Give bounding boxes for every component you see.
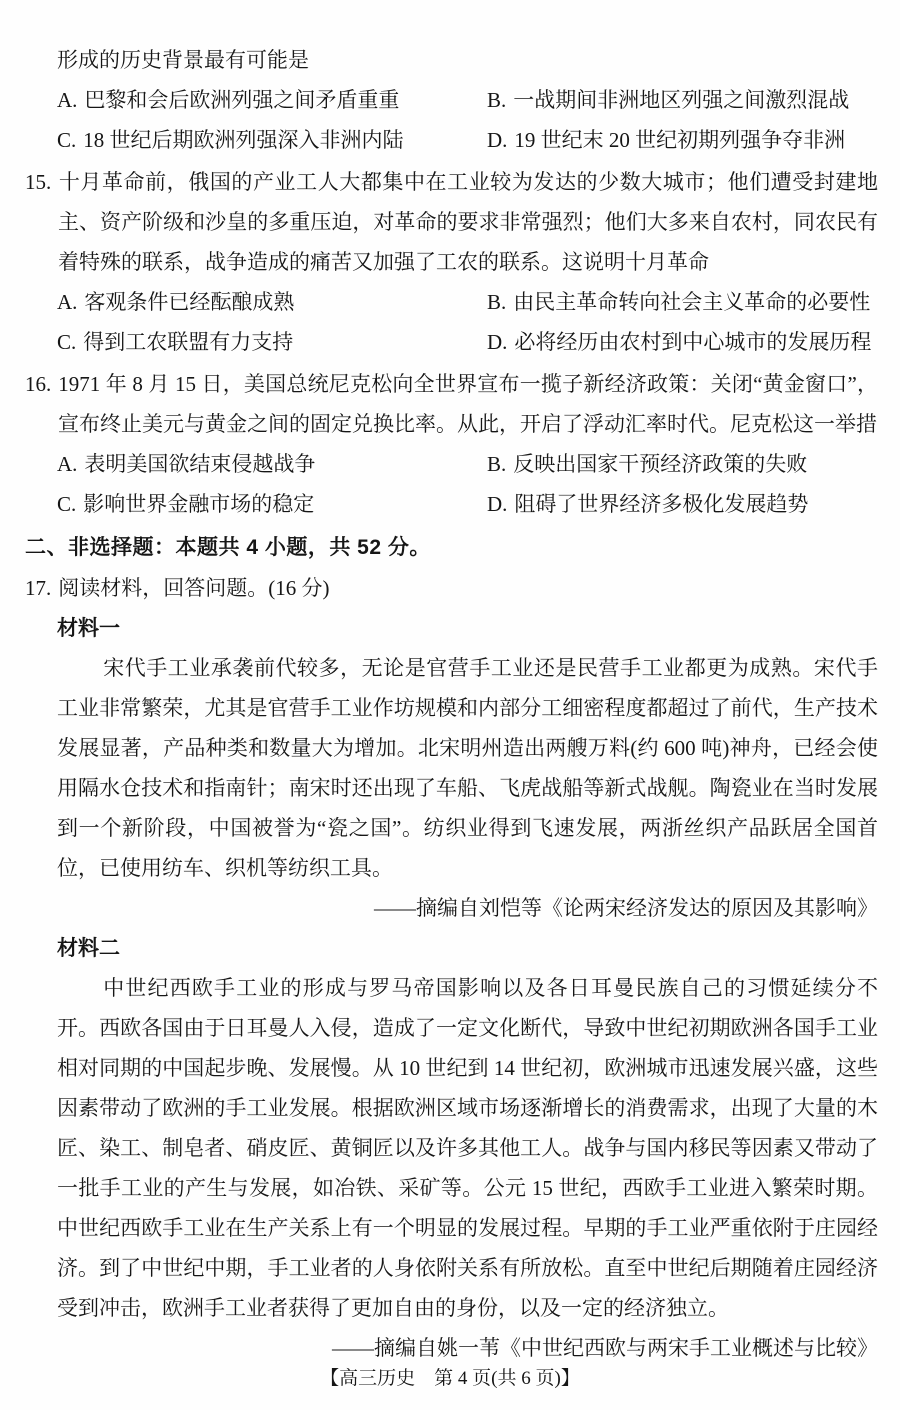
question-17-intro-text: 阅读材料，回答问题。(16 分) [58,576,330,600]
question-14-options-row-2 [57,120,878,160]
q14-option-b [487,80,849,120]
q15-option-a-label: A. [57,290,78,314]
q16-option-d [487,484,808,524]
q15-option-b-text: 由民主革命转向社会主义革命的必要性 [513,290,871,314]
question-14-stem-tail: 形成的历史背景最有可能是 [57,48,309,72]
question-16-number: 16. [25,372,52,396]
q14-option-c-label: C. [57,128,77,152]
q15-option-d [487,322,871,362]
question-15-number: 15. [25,170,52,194]
q16-option-b-label: B. [487,452,507,476]
question-16-options-row-1 [57,444,878,484]
q14-option-d [487,120,845,160]
question-17 [0,568,900,1368]
q16-option-b [487,444,807,484]
material-2-label: 材料二 [57,936,120,960]
q16-option-a [57,444,487,484]
q14-option-a-label: A. [57,88,78,112]
q14-option-a [57,80,487,120]
q15-option-d-text: 必将经历由农村到中心城市的发展历程 [514,330,872,354]
q15-option-d-label: D. [487,330,508,354]
question-15-options-row-2 [57,322,878,362]
q14-option-b-text: 一战期间非洲地区列强之间激烈混战 [513,88,850,112]
question-15-stem [25,162,878,282]
material-1-source: ——摘编自刘恺等《论两宋经济发达的原因及其影响》 [374,896,878,920]
page-footer: 【高三历史 第 4 页(共 6 页)】 [320,1368,580,1389]
q14-option-a-text: 巴黎和会后欧洲列强之间矛盾重重 [84,88,400,112]
question-14-continued [0,40,900,160]
question-15-options-row-1 [57,282,878,322]
question-15 [0,162,900,362]
question-16 [0,364,900,524]
q14-option-c-text: 18 世纪后期欧洲列强深入非洲内陆 [83,128,404,152]
q16-option-a-text: 表明美国欲结束侵越战争 [84,452,316,476]
question-17-number: 17. [25,576,52,600]
q14-option-d-text: 19 世纪末 20 世纪初期列强争夺非洲 [514,128,846,152]
q16-option-d-text: 阻碍了世界经济多极化发展趋势 [514,492,809,516]
q14-option-d-label: D. [487,128,508,152]
q16-option-c-text: 影响世界金融市场的稳定 [83,492,315,516]
question-15-stem-text: 十月革命前，俄国的产业工人大都集中在工业较为发达的少数大城市；他们遭受封建地主、资产阶级和沙皇的多重压迫，对革命的要求非常强烈；他们大多来自农村，同农民有着特殊的联系，战争造成的痛苦又加强了工农的联系。这说明十月革命 [58,170,878,274]
question-16-stem [25,364,878,444]
section-2-heading: 二、非选择题：本题共 4 小题，共 52 分。 [25,536,431,559]
q14-option-c [57,120,487,160]
q15-option-c-text: 得到工农联盟有力支持 [83,330,294,354]
q16-option-c-label: C. [57,492,77,516]
question-17-intro [25,568,878,608]
material-1-label: 材料一 [57,616,120,640]
q15-option-b [487,282,870,322]
material-2-source: ——摘编自姚一苇《中世纪西欧与两宋手工业概述与比较》 [332,1336,878,1360]
q15-option-c-label: C. [57,330,77,354]
question-16-stem-text: 1971 年 8 月 15 日，美国总统尼克松向全世界宣布一揽子新经济政策：关闭“黄金窗口”，宣布终止美元与黄金之间的固定兑换比率。从此，开启了浮动汇率时代。尼克松这一举措 [58,372,878,436]
q15-option-a [57,282,487,322]
question-16-options-row-2 [57,484,878,524]
q16-option-a-label: A. [57,452,78,476]
q15-option-a-text: 客观条件已经酝酿成熟 [84,290,295,314]
q15-option-b-label: B. [487,290,507,314]
q15-option-c [57,322,487,362]
q14-option-b-label: B. [487,88,507,112]
material-2-text: 中世纪西欧手工业的形成与罗马帝国影响以及各日耳曼民族自己的习惯延续分不开。西欧各国由于日耳曼人入侵，造成了一定文化断代，导致中世纪初期欧洲各国手工业相对同期的中国起步晚、发展慢。从 10 世纪到 14 世纪初，欧洲城市迅速发展兴盛，这些因素带动了欧洲的手工业发展。根据欧洲区域市场逐渐增长的消费需求，出现了大量的木匠、染工、制皂者、硝皮匠、黄铜匠以及许多其他工人。战争与国内移民等因素又带动了一批手工业的产生与发展，如冶铁、采矿等。公元 15 世纪，西欧手工业进入繁荣时期。中世纪西欧手工业在生产关系上有一个明显的发展过程。早期的手工业严重依附于庄园经济。到了中世纪中期，手工业者的人身依附关系有所放松。直至中世纪后期随着庄园经济受到冲击，欧洲手工业者获得了更加自由的身份，以及一定的经济独立。 [57,976,878,1320]
q16-option-b-text: 反映出国家干预经济政策的失败 [513,452,808,476]
q16-option-c [57,484,487,524]
material-1-text: 宋代手工业承袭前代较多，无论是官营手工业还是民营手工业都更为成熟。宋代手工业非常繁荣，尤其是官营手工业作坊规模和内部分工细密程度都超过了前代，生产技术发展显著，产品种类和数量大为增加。北宋明州造出两艘万料(约 600 吨)神舟，已经会使用隔水仓技术和指南针；南宋时还出现了车船、飞虎战船等新式战舰。陶瓷业在当时发展到一个新阶段，中国被誉为“瓷之国”。纺织业得到飞速发展，两浙丝织产品跃居全国首位，已使用纺车、织机等纺织工具。 [57,656,878,880]
q16-option-d-label: D. [487,492,508,516]
question-14-options-row-1 [57,80,878,120]
